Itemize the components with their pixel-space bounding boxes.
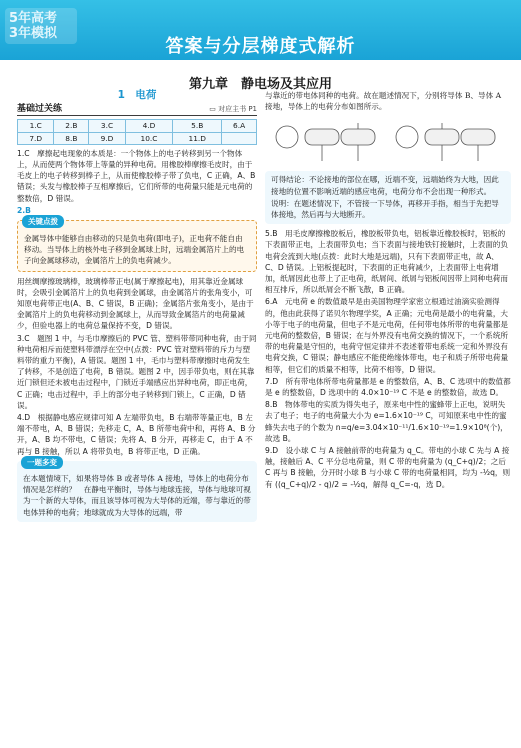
solution-5: 5.B 用毛皮摩擦橡胶板后，橡胶板带负电，铝板靠近橡胶板时，铝板的下表面带正电，上表面带负电；当下表面与接地铁钉接触时，上表面的负电荷会流到大地(点拨：此时大地是远端)，只有下表面带正电，故 A、C、D 错误。上铝板提起时，下表面的正电荷减少，上表面带上电荷增加，纸屑因此也带上了正电荷，纸屑间、纸屑与铝板间因带上同种电荷而相互排斥，所以纸屑会不断飞散，B 正确。	[265, 229, 508, 295]
figure-note-2: 说明：在题述情况下，不管接一下导体，再移开手指，相当于先把导体接地，然后再与大地断开。	[271, 198, 499, 220]
answer-cell: 1.C	[18, 120, 54, 132]
answer-cell: 10.C	[125, 132, 173, 144]
figure-note: 可得结论：不论接地的部位在哪，近端不变，远端始终为大地，因此接地的位置不影响近端的感应电荷，电荷分布不会出现一种形式。	[271, 175, 499, 196]
solution-2-answer: 2.B	[17, 205, 31, 215]
book-icon: ▭	[209, 105, 216, 114]
answer-cell: 4.D	[125, 120, 173, 132]
solution-8: 8.B 物体带电的实质为得失电子，原来电中性的蜜蜂带上正电，说明失去了电子；电子的电荷量大小为 e=1.6×10⁻¹⁹ C，可知原来电中性的蜜蜂失去电子的个数为 n=q/e=3.04×10⁻¹¹/1.6×10⁻¹⁹=1.9×10⁸(个)，故选 B。	[265, 400, 508, 443]
solution-9: 9.D 设小球 C 与 A 接触前带的电荷量为 q_C。带电的小球 C 先与 A 接触，接触后 A、C 平分总电荷量，则 C 带的电荷量为 (q_C+q)/2；之后 C 再与 B 接触，分开时小球 B 与小球 C 带的电荷量相同，均为 -½q，则有 ((q_C+q)/2 - q)/2 = -½q，解得 q_C=-q，选 D。	[265, 446, 511, 489]
conductor-a-icon	[305, 129, 339, 145]
answer-cell: 8.B	[54, 132, 89, 144]
section-label: 基础过关练	[17, 104, 63, 115]
sphere-c-icon	[396, 126, 418, 148]
solution-2: 用丝绸摩擦玻璃棒，玻璃棒带正电(属于摩擦起电)，用其靠近金属球时，会吸引金属箔片上的负电荷到金属球，由金属箔片的张角变小，可知原电荷带正电(A、B、C 错误，B 正确)；金属箔片张角变小，是由于金属箔片上的负电荷移动到金属球上，从而导致金属箔片的电荷量减少，但验电器上的电荷总量保持不变，D 错误。	[17, 276, 254, 331]
solution-4: 4.D 根据静电感应规律可知 A 左端带负电，B 右端带等量正电，B 左端不带电，A、B 错误；先移走 C，A、B 所带电荷中和，再将 A、B 分开，A、B 均不带电，C 错误；先将 A、B 分开，再移走 C，由于 A 不再与 B 接触，所以 A 将带负电，B 将带正电，D 正确。	[17, 413, 256, 456]
logo-line1: 5年高考	[9, 11, 58, 26]
page-reference	[209, 104, 257, 115]
key-point-box	[17, 217, 257, 272]
variation-tag: 一题多变	[21, 456, 63, 469]
conductor-b-icon	[341, 129, 375, 145]
variation-continued: 与靠近的带电体同种的电荷。故在题述情况下，分别将导体 B、导体 A 接地，导体上的电荷分布如图所示。	[265, 91, 502, 112]
logo-line2: 3年模拟	[9, 26, 58, 41]
right-column	[265, 90, 511, 491]
section-title: 1 电荷	[117, 89, 157, 101]
sphere-c-icon	[276, 126, 298, 148]
page-title: 答案与分层梯度式解析	[165, 36, 356, 57]
solution-6: 6.A 元电荷 e 的数值最早是由美国物理学家密立根通过油滴实验测得的，他由此获得了诺贝尔物理学奖，A 正确；元电荷是最小的电荷量，大小等于电子的电荷量，但电子不是元电荷，任何带电体所带的电荷量都是元电荷的整数倍，B 错误；在与外界没有电荷交换的情况下，一个系统所带的电荷量是守恒的，电荷守恒定律并不表述着带电系统一定和外界没有电荷交换，C 错误；静电感应不能使绝缘体带电，电子和质子所带电荷量相等，但它们的质量不相等，比荷不相等，D 错误。	[265, 297, 509, 374]
section-header	[17, 104, 257, 116]
table-row	[18, 120, 257, 132]
charge-figure-svg	[265, 115, 511, 167]
solution-3: 3.C 题图 1 中，与毛巾摩擦后的 PVC 管、塑料带带同种电荷，由于同种电荷相斥而使塑料带漂浮在空中(点拨：PVC 管对塑料带的斥力与塑料带的重力平衡)，A 错误。题图 1 中，毛巾与塑料带摩擦时电荷发生了转移，不是创造了电荷，B 错误。题图 2 中，因手带负电，则在其靠近门锁但还未被电击过程中，门锁近手端感应出异种电荷，即正电荷，C 正确；电击过程中，手上的部分电子转移到门锁上，C 正确，D 错误。	[17, 333, 257, 410]
answer-cell: 5.B	[173, 120, 222, 132]
page-ref-text: 对应主书 P1	[218, 105, 257, 114]
key-point-text: 金属导体中能够自由移动的只是负电荷(即电子)，正电荷不能自由移动。当导体上的核外电子移到金属球上时，远端金属箔片上的电子向金属球移动，金属箔片上的负电荷减少。	[24, 234, 245, 266]
answer-cell: 11.D	[173, 132, 222, 144]
variation-text: 在本题情境下，如果将导体 B 或者导体 A 接地，导体上的电荷分布情况是怎样的？ 在静电平衡时，导体与地球连接，导体与地球可视为一个新的大导体，而且该导体可视为大导体的近端，带与靠近的带电体异种的电荷；地球就成为大导体的远端，带	[23, 473, 251, 517]
figure-right-diagram	[396, 123, 495, 161]
answer-cell: 2.B	[54, 120, 89, 132]
key-point-tag: 关键点拨	[22, 215, 64, 228]
answer-cell: 6.A	[222, 120, 257, 132]
solution-1: 1.C 摩擦起电现象的本质是：一个物体上的电子转移到另一个物体上，从而使两个物体带上等量的异种电荷。用橡胶棒摩擦毛皮时，由于毛皮上的电子转移到棒子上，从而使橡胶棒子带了负电，C 正确，A、B 错误；头发与橡胶棒子互相摩擦后，它们所带的电荷量只能是元电荷的整数倍，D 错误。	[17, 148, 256, 203]
conductor-a-icon	[425, 129, 459, 145]
figure-left-diagram	[276, 123, 375, 161]
answer-cell	[222, 132, 257, 144]
charge-distribution-figure	[265, 115, 511, 167]
table-row	[18, 132, 257, 144]
answer-cell: 3.C	[89, 120, 125, 132]
answer-table	[17, 119, 257, 144]
conductor-b-icon	[461, 129, 495, 145]
header-banner	[0, 0, 521, 60]
variation-box	[17, 457, 257, 522]
solution-7: 7.D 所有带电体所带电荷量都是 e 的整数倍，A、B、C 选项中的数值都是 e 的整数倍，D 选项中的 4.0×10⁻¹⁹ C 不是 e 的整数倍，故选 D。	[265, 376, 511, 398]
answer-cell: 9.D	[89, 132, 125, 144]
figure-notes-box	[265, 171, 511, 224]
answer-cell: 7.D	[18, 132, 54, 144]
left-column	[17, 90, 257, 526]
chapter-title: 第九章 静电场及其应用	[188, 77, 332, 92]
